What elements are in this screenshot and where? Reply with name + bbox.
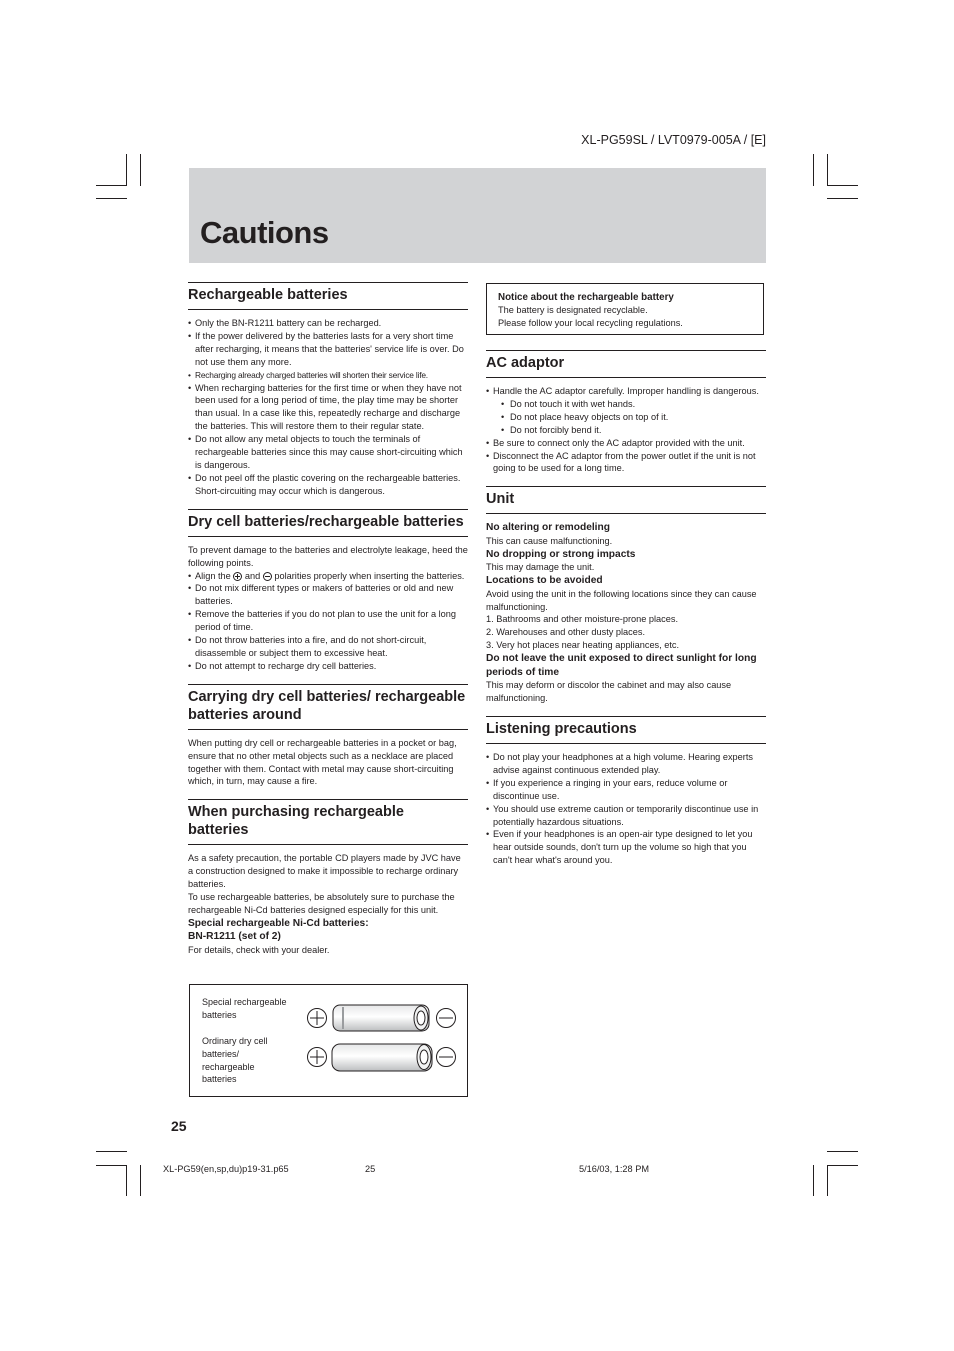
list-item: • Handle the AC adaptor carefully. Improper handling is dangerous.	[486, 385, 766, 398]
recycling-notice	[486, 283, 764, 335]
rechargeable-list	[188, 317, 468, 498]
list-item: • Align the and polarities properly when inserting the batteries.	[188, 570, 468, 583]
list-item: 1. Bathrooms and other moisture-prone places.	[486, 614, 679, 625]
list-item: • Recharging already charged batteries will shorten their service life.	[188, 369, 468, 382]
listening-list	[486, 751, 766, 867]
list-item: • Do not touch it with wet hands.	[501, 398, 766, 411]
notice-line: Please follow your local recycling regulations.	[498, 318, 683, 328]
section-rechargeable-batteries	[188, 282, 468, 498]
section-purchasing-batteries	[188, 799, 468, 956]
special-battery-icon	[308, 1005, 456, 1031]
battery-type-label: Special rechargeable Ni-Cd batteries:	[188, 917, 369, 929]
list-item: • If the power delivered by the batteries lasts for a very short time after recharging, it means that the batteries' service life is over. Do not use them any more.	[188, 330, 468, 369]
list-item: • Even if your headphones is an open-air type designed to let you hear outside sounds, don't turn up the volume so high that you can't hear what's around you.	[486, 828, 766, 867]
paragraph: For details, check with your dealer.	[188, 944, 330, 955]
section-title: Carrying dry cell batteries/ rechargeable batteries around	[188, 685, 468, 730]
ac-list	[486, 385, 766, 398]
paragraph: This can cause malfunctioning.	[486, 535, 613, 546]
special-batteries-label: Special rechargeable batteries	[202, 997, 287, 1020]
drycell-list	[188, 570, 468, 673]
ordinary-batteries-label: Ordinary dry cell batteries/ rechargeable batteries	[202, 1036, 268, 1085]
section-ac-adaptor	[486, 350, 766, 475]
list-item: • You should use extreme caution or temporarily discontinue use in potentially hazardous situations.	[486, 803, 766, 829]
list-item: 2. Warehouses and other dusty places.	[486, 627, 645, 638]
model-number: XL-PG59SL / LVT0979-005A / [E]	[581, 133, 766, 147]
page-title: Cautions	[200, 215, 329, 250]
ordinary-battery-icon	[308, 1044, 456, 1071]
battery-illustration	[190, 985, 469, 1098]
subheading: Do not leave the unit exposed to direct sunlight for long periods of time	[486, 653, 757, 678]
ac-sub-list	[486, 398, 766, 437]
list-item: 3. Very hot places near heating appliances, etc.	[486, 640, 680, 651]
battery-figure	[189, 984, 468, 1097]
paragraph: As a safety precaution, the portable CD players made by JVC have a construction designed to make it impossible to recharge ordinary batteries.	[188, 853, 461, 890]
list-item: • When recharging batteries for the first time or when they have not been used for a long period of time, the play time may be shorter than usual. In a case like this, repeatedly recharge and discharge the batteries. This will restore them to their regular state.	[188, 382, 468, 434]
footer-page: 25	[365, 1164, 376, 1174]
paragraph: This may damage the unit.	[486, 562, 595, 573]
section-dry-cell-batteries	[188, 509, 468, 673]
notice-title: Notice about the rechargeable battery	[498, 292, 674, 303]
footer-date: 5/16/03, 1:28 PM	[579, 1164, 649, 1174]
list-item: • Do not throw batteries into a fire, and do not short-circuit, disassemble or subject them to excessive heat.	[188, 634, 468, 660]
section-listening-precautions	[486, 716, 766, 867]
section-title: Listening precautions	[486, 717, 766, 744]
section-unit	[486, 486, 766, 705]
list-item: • Do not mix different types or makers of batteries or old and new batteries.	[188, 582, 468, 608]
section-title: When purchasing rechargeable batteries	[188, 800, 468, 845]
list-item: • Do not allow any metal objects to touch the terminals of rechargeable batteries since this may cause short-circuiting which is dangerous.	[188, 433, 468, 472]
notice-line: The battery is designated recyclable.	[498, 305, 648, 315]
list-item: • Remove the batteries if you do not plan to use the unit for a long period of time.	[188, 608, 468, 634]
list-item: • Do not play your headphones at a high volume. Hearing experts advise against continuous extended play.	[486, 751, 766, 777]
list-item: • Do not forcibly bend it.	[501, 424, 766, 437]
carrying-text: When putting dry cell or rechargeable batteries in a pocket or bag, ensure that no other metal objects such as a necklace are placed together with them. Contact with metal may cause short-circuiting which, in turn, may cause a fire.	[188, 737, 457, 787]
subheading: Locations to be avoided	[486, 575, 603, 587]
list-item: • Do not place heavy objects on top of it.	[501, 411, 766, 424]
intro-text: To prevent damage to the batteries and electrolyte leakage, heed the following points.	[188, 544, 468, 568]
footer-file: XL-PG59(en,sp,du)p19-31.p65	[163, 1164, 289, 1174]
left-column	[188, 282, 468, 957]
title-banner	[189, 168, 766, 263]
list-item: • Only the BN-R1211 battery can be recharged.	[188, 317, 468, 330]
right-column	[486, 350, 766, 867]
section-title: AC adaptor	[486, 351, 766, 378]
list-item: • Disconnect the AC adaptor from the power outlet if the unit is not going to be used for a long time.	[486, 450, 766, 476]
list-item: • Do not attempt to recharge dry cell batteries.	[188, 660, 468, 673]
list-item: • If you experience a ringing in your ears, reduce volume or discontinue use.	[486, 777, 766, 803]
list-item: • Do not peel off the plastic covering on the rechargeable batteries. Short-circuiting may occur which is dangerous.	[188, 472, 468, 498]
section-title: Dry cell batteries/rechargeable batteries	[188, 510, 468, 537]
subheading: No dropping or strong impacts	[486, 548, 636, 560]
list-item: • Be sure to connect only the AC adaptor provided with the unit.	[486, 437, 766, 450]
paragraph: This may deform or discolor the cabinet and may also cause malfunctioning.	[486, 680, 732, 704]
section-title: Unit	[486, 487, 766, 514]
locations-list	[486, 613, 766, 652]
page-number: 25	[171, 1118, 187, 1134]
paragraph: Avoid using the unit in the following locations since they can cause malfunctioning.	[486, 588, 757, 612]
battery-model-label: BN-R1211 (set of 2)	[188, 931, 281, 943]
plus-polarity-icon	[233, 572, 242, 581]
minus-polarity-icon	[263, 572, 272, 581]
paragraph: To use rechargeable batteries, be absolutely sure to purchase the rechargeable Ni-Cd batteries designed especially for this unit.	[188, 892, 455, 915]
section-carrying-batteries	[188, 684, 468, 789]
section-title: Rechargeable batteries	[188, 283, 468, 310]
subheading: No altering or remodeling	[486, 522, 610, 534]
